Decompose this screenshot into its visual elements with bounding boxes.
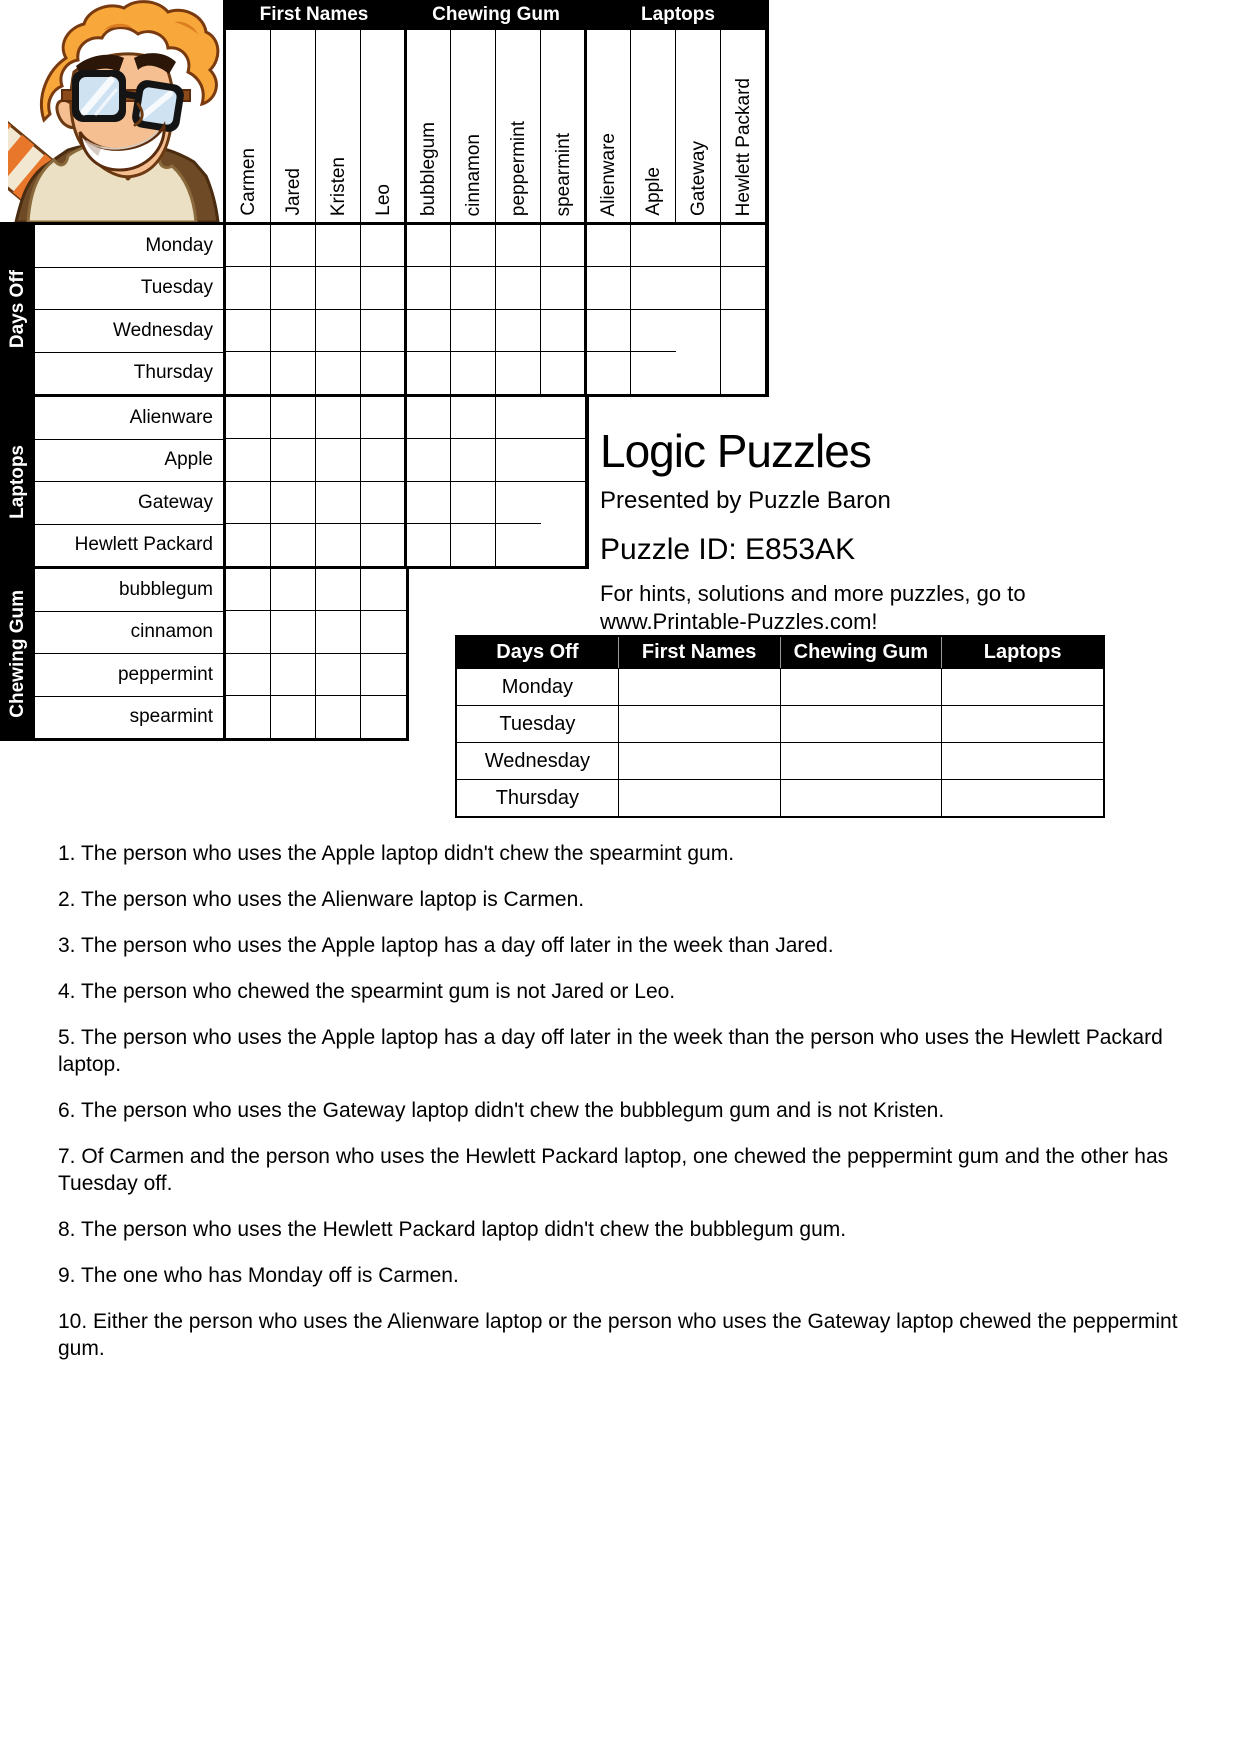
grid-cell [541, 524, 586, 566]
col-label-text: Gateway [687, 141, 709, 216]
grid-cell [496, 225, 541, 267]
grid-cell [721, 310, 766, 352]
grid-cell [226, 352, 271, 394]
grid-cell [586, 352, 631, 394]
grid-cell [541, 352, 586, 394]
grid-row-label: Apple [35, 440, 223, 483]
col-label-text: Leo [372, 184, 394, 216]
grid-cell [316, 654, 361, 696]
grid-cell [586, 267, 631, 309]
grid-cell [271, 397, 316, 439]
hints-line-1: For hints, solutions and more puzzles, go to [600, 581, 1026, 606]
grid-cell [496, 524, 541, 566]
grid-cell [631, 225, 676, 267]
grid-column-label [226, 30, 271, 222]
answer-cell [619, 743, 781, 779]
grid-cell [361, 439, 406, 481]
grid-cell [271, 225, 316, 267]
answer-cell [942, 743, 1103, 779]
grid-cell [496, 482, 541, 524]
grid-column-label [676, 30, 721, 222]
answer-cell [619, 706, 781, 742]
grid-cell [361, 225, 406, 267]
answer-cell [781, 743, 943, 779]
answer-table-header [457, 637, 1103, 668]
answer-day-label: Wednesday [457, 743, 619, 779]
grid-cell [361, 696, 406, 738]
grid-row-label: bubblegum [35, 569, 223, 612]
grid-column-label [721, 30, 766, 222]
grid-row-label: Tuesday [35, 268, 223, 311]
grid-cell [676, 310, 721, 352]
grid-cell [226, 696, 271, 738]
grid-cell [406, 482, 451, 524]
grid-cell [676, 225, 721, 267]
grid-cell [316, 611, 361, 653]
grid-cell [676, 352, 721, 394]
group-divider [584, 225, 587, 394]
rowgroup-label-text: Days Off [6, 270, 28, 349]
grid-cell [361, 397, 406, 439]
col-label-text: peppermint [507, 120, 529, 216]
grid-cell [361, 654, 406, 696]
grid-cell [451, 524, 496, 566]
clue: 1. The person who uses the Apple laptop didn't chew the spearmint gum. [58, 842, 735, 865]
grid-cell [226, 439, 271, 481]
answer-row [457, 742, 1103, 779]
colgroup-laptops: Laptops [641, 4, 715, 25]
col-label-text: cinnamon [462, 133, 484, 216]
grid-cell [586, 225, 631, 267]
answer-cell [619, 780, 781, 816]
grid-cell [406, 397, 451, 439]
grid-column-label [451, 30, 496, 222]
grid-cell [406, 310, 451, 352]
grid-cell [271, 310, 316, 352]
row-labels-laptops [35, 394, 223, 569]
grid-row-label: Wednesday [35, 310, 223, 353]
grid-cell [226, 654, 271, 696]
group-divider [404, 397, 407, 566]
answer-cell [619, 669, 781, 705]
grid-cell [451, 482, 496, 524]
grid-cell [496, 397, 541, 439]
grid-cell [631, 267, 676, 309]
puzzle-baron-mascot [8, 0, 223, 222]
grid-cell [271, 569, 316, 611]
rowgroup-label-text: Chewing Gum [6, 589, 28, 718]
grid-band-days-off [223, 222, 769, 397]
grid-row-label: Monday [35, 225, 223, 268]
rowgroup-laptops [0, 394, 35, 569]
grid-column-group-bar [223, 0, 769, 30]
hints-line-2: www.Printable-Puzzles.com! [600, 609, 878, 634]
grid-row-label: Thursday [133, 362, 213, 384]
grid-cell [406, 524, 451, 566]
answer-row [457, 668, 1103, 705]
col-label-text: bubblegum [417, 121, 439, 216]
answer-cell [781, 780, 943, 816]
col-label-text: Jared [282, 168, 304, 216]
answer-cell [781, 669, 943, 705]
group-divider [404, 30, 407, 222]
col-label-text: Hewlett Packard [732, 77, 754, 216]
colgroup-chewing-gum: Chewing Gum [432, 4, 560, 25]
grid-cell [631, 352, 676, 394]
answer-cell [942, 706, 1103, 742]
grid-cell [271, 267, 316, 309]
clue: 2. The person who uses the Alienware laptop is Carmen. [58, 888, 585, 911]
page-subtitle: Presented by Puzzle Baron [600, 487, 891, 514]
clue: 10. Either the person who uses the Alienware laptop or the person who uses the Gateway laptop chewed the peppermint gum. [58, 1310, 1178, 1360]
rowgroup-chewing-gum [0, 566, 35, 741]
grid-column-label [271, 30, 316, 222]
page-title: Logic Puzzles [600, 425, 871, 477]
grid-cell [271, 439, 316, 481]
grid-cell [316, 524, 361, 566]
grid-cell [721, 225, 766, 267]
puzzle-id: Puzzle ID: E853AK [600, 533, 856, 566]
grid-column-label [316, 30, 361, 222]
answer-day-label: Monday [457, 669, 619, 705]
grid-cell [361, 352, 406, 394]
grid-band-chewing-gum [223, 566, 409, 741]
grid-cell [451, 225, 496, 267]
rowgroup-days-off [0, 222, 35, 397]
grid-cell [316, 696, 361, 738]
rowgroup-label-text: Laptops [6, 444, 28, 519]
col-label-text: Kristen [327, 156, 349, 216]
answer-row [457, 779, 1103, 816]
grid-cell [451, 310, 496, 352]
grid-cell [406, 267, 451, 309]
grid-cell [496, 352, 541, 394]
col-label-text: spearmint [552, 132, 574, 216]
clue: 8. The person who uses the Hewlett Packard laptop didn't chew the bubblegum gum. [58, 1218, 847, 1241]
row-labels-chewing-gum [35, 566, 223, 741]
grid-cell [226, 569, 271, 611]
grid-cell [271, 696, 316, 738]
grid-cell [496, 310, 541, 352]
grid-cell [361, 524, 406, 566]
answer-row [457, 705, 1103, 742]
grid-row-label: spearmint [129, 706, 213, 728]
clue-list [58, 840, 1180, 1381]
grid-row-label: Alienware [35, 397, 223, 440]
grid-cell [406, 439, 451, 481]
grid-column-label [586, 30, 631, 222]
grid-cell [361, 267, 406, 309]
grid-cell [496, 439, 541, 481]
clue: 5. The person who uses the Apple laptop has a day off later in the week than the person who uses the Hewlett Packard laptop. [58, 1026, 1163, 1076]
grid-cell [271, 482, 316, 524]
grid-cell [226, 524, 271, 566]
grid-cell [226, 611, 271, 653]
grid-cell [406, 352, 451, 394]
group-divider [404, 225, 407, 394]
grid-cell [541, 225, 586, 267]
clue: 7. Of Carmen and the person who uses the Hewlett Packard laptop, one chewed the peppermint gum and the other has Tuesday off. [58, 1145, 1169, 1195]
answer-cell [942, 780, 1103, 816]
answer-day-label: Tuesday [457, 706, 619, 742]
grid-cell [226, 482, 271, 524]
group-divider [584, 30, 587, 222]
grid-cell [541, 397, 586, 439]
clue: 6. The person who uses the Gateway laptop didn't chew the bubblegum gum and is not Kristen. [58, 1099, 945, 1122]
grid-row-label: peppermint [35, 654, 223, 697]
grid-cell [316, 397, 361, 439]
grid-cell [316, 482, 361, 524]
grid-cell [541, 310, 586, 352]
grid-cell [361, 569, 406, 611]
clue: 9. The one who has Monday off is Carmen. [58, 1264, 459, 1287]
grid-cell [541, 267, 586, 309]
grid-row-label: Gateway [35, 482, 223, 525]
grid-column-labels [223, 30, 769, 222]
grid-cell [631, 310, 676, 352]
col-label-text: Alienware [597, 132, 619, 216]
colgroup-first-names: First Names [259, 4, 369, 25]
row-labels-days-off [35, 222, 223, 397]
grid-cell [316, 225, 361, 267]
grid-cell [271, 524, 316, 566]
col-label-text: Carmen [237, 148, 259, 216]
answer-header-first-names: First Names [619, 637, 781, 668]
grid-cell [316, 267, 361, 309]
grid-cell [676, 267, 721, 309]
grid-cell [316, 439, 361, 481]
grid-cell [226, 225, 271, 267]
grid-cell [451, 352, 496, 394]
grid-cell [451, 439, 496, 481]
grid-column-label [406, 30, 451, 222]
grid-cell [361, 482, 406, 524]
grid-column-label [496, 30, 541, 222]
grid-cell [316, 310, 361, 352]
grid-row-label: Hewlett Packard [74, 534, 213, 556]
grid-column-label [361, 30, 406, 222]
grid-band-laptops [223, 394, 589, 569]
answer-cell [781, 706, 943, 742]
grid-cell [721, 267, 766, 309]
grid-cell [271, 654, 316, 696]
grid-cell [361, 611, 406, 653]
answer-table [455, 635, 1105, 818]
grid-cell [226, 267, 271, 309]
grid-cell [271, 611, 316, 653]
grid-column-label [631, 30, 676, 222]
answer-day-label: Thursday [457, 780, 619, 816]
grid-column-label [541, 30, 586, 222]
grid-cell [496, 267, 541, 309]
grid-cell [316, 569, 361, 611]
grid-cell [406, 225, 451, 267]
grid-cell [361, 310, 406, 352]
clue: 3. The person who uses the Apple laptop has a day off later in the week than Jared. [58, 934, 834, 957]
answer-header-laptops: Laptops [983, 641, 1062, 663]
grid-cell [226, 397, 271, 439]
grid-cell [451, 397, 496, 439]
grid-cell [541, 439, 586, 481]
grid-cell [316, 352, 361, 394]
grid-cell [541, 482, 586, 524]
grid-cell [451, 267, 496, 309]
col-label-text: Apple [642, 167, 664, 216]
answer-header-chewing-gum: Chewing Gum [781, 637, 943, 668]
grid-cell [271, 352, 316, 394]
grid-row-label: cinnamon [35, 612, 223, 655]
grid-cell [586, 310, 631, 352]
grid-cell [226, 310, 271, 352]
answer-header-days-off: Days Off [457, 637, 619, 668]
clue: 4. The person who chewed the spearmint gum is not Jared or Leo. [58, 980, 676, 1003]
answer-cell [942, 669, 1103, 705]
grid-cell [721, 352, 766, 394]
